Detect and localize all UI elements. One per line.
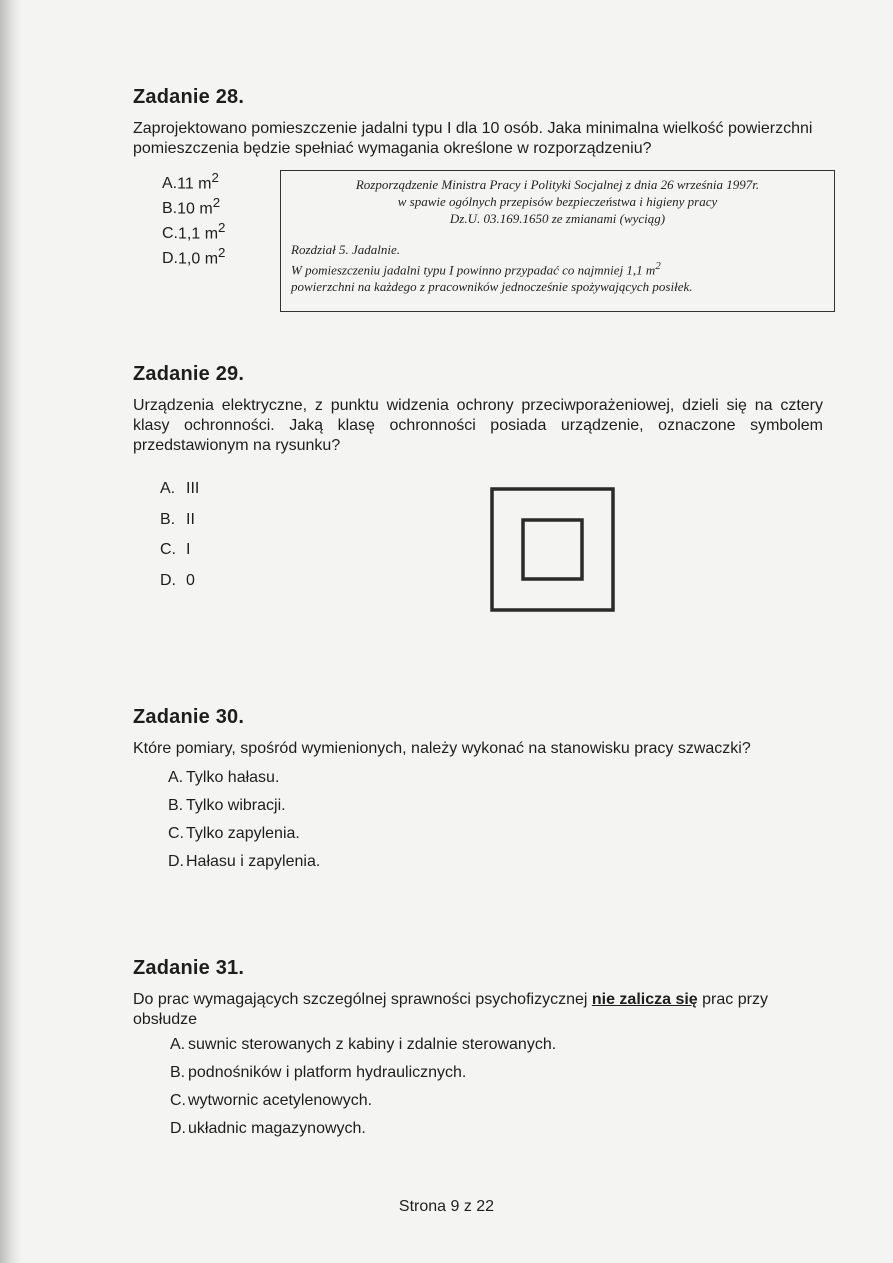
option-value: układnic magazynowych. — [188, 1120, 366, 1137]
page-edge-shadow — [0, 0, 22, 1263]
task-question: Zaprojektowano pomieszczenie jadalni typu I dla 10 osób. Jaka minimalna wielkość powierzchni pomieszczenia będzie spełniać wymagania określone w rozporządzeniu? — [133, 120, 813, 157]
option-value: wytwornic acetylenowych. — [188, 1092, 373, 1109]
task-31 — [133, 957, 823, 1030]
task-title: Zadanie 28. — [133, 86, 245, 108]
option-value: I — [186, 541, 191, 558]
option-letter: C. — [170, 1092, 186, 1109]
task-28 — [133, 86, 823, 159]
option-c[interactable] — [162, 220, 225, 245]
option-value: Tylko zapylenia. — [186, 825, 300, 842]
option-value: 1,0 m — [178, 250, 219, 268]
page-number: Strona 9 z 22 — [398, 1198, 495, 1215]
answer-options — [168, 769, 320, 881]
option-letter: A. — [160, 480, 176, 497]
option-letter: A. — [170, 1036, 186, 1053]
option-letter: B. — [168, 797, 184, 814]
answer-options — [160, 480, 199, 602]
option-letter: C. — [168, 825, 184, 842]
option-value: podnośników i platform hydraulicznych. — [188, 1064, 467, 1081]
task-question — [133, 990, 823, 1030]
option-c[interactable] — [160, 541, 199, 572]
option-d[interactable] — [168, 853, 320, 881]
option-value: 1,1 m — [178, 225, 219, 243]
task-question: Urządzenia elektryczne, z punktu widzenia ochrony przeciwporażeniowej, dzieli się na cztery klasy ochronności. Jaką klasę ochronności posiada urządzenie, oznaczone symbolem przedstawionym na rysunku? — [133, 397, 823, 454]
regulation-text-line2: powierzchni na każdego z pracowników jednocześnie spożywających posiłek. — [291, 279, 693, 295]
option-letter: C. — [162, 225, 178, 243]
option-value: Tylko wibracji. — [186, 797, 286, 814]
option-superscript: 2 — [212, 195, 221, 210]
option-value: 10 m — [177, 200, 213, 218]
task-title: Zadanie 31. — [133, 957, 245, 979]
option-c[interactable] — [168, 825, 320, 853]
task-29 — [133, 363, 823, 456]
option-d[interactable] — [162, 245, 225, 270]
option-value: 11 m — [177, 175, 212, 193]
option-value: 0 — [186, 571, 195, 589]
option-letter: D. — [168, 853, 184, 870]
option-b[interactable] — [160, 511, 199, 542]
regulation-chapter: Rozdział 5. Jadalnie. — [291, 242, 401, 257]
regulation-subtitle: w spawie ogólnych przepisów bezpieczeństwa i higieny pracy — [397, 194, 718, 209]
protection-class-ii-symbol-icon — [490, 487, 615, 612]
regulation-title: Rozporządzenie Ministra Pracy i Polityki Socjalnej z dnia 26 września 1997r. — [355, 177, 760, 192]
answer-options — [162, 170, 225, 270]
option-value: Hałasu i zapylenia. — [186, 853, 321, 870]
regulation-text-line1 — [291, 258, 824, 278]
option-value: III — [186, 480, 200, 497]
option-c[interactable] — [170, 1092, 556, 1120]
option-letter: D. — [162, 250, 178, 268]
task-title: Zadanie 29. — [133, 363, 245, 385]
option-d[interactable] — [160, 572, 199, 603]
option-letter: B. — [170, 1064, 186, 1081]
option-superscript: 2 — [218, 220, 226, 235]
regulation-text: W pomieszczeniu jadalni typu I powinno przypadać co najmniej 1,1 m — [291, 262, 656, 278]
option-superscript: 2 — [211, 170, 219, 185]
option-a[interactable] — [170, 1036, 556, 1064]
option-d[interactable] — [170, 1120, 556, 1148]
regulation-reference: Dz.U. 03.169.1650 ze zmianami (wyciąg) — [449, 211, 666, 226]
option-b[interactable] — [162, 195, 225, 220]
option-letter: C. — [160, 541, 176, 558]
option-letter: B. — [160, 510, 176, 528]
option-letter: A. — [162, 175, 178, 193]
option-a[interactable] — [162, 170, 225, 195]
option-a[interactable] — [160, 480, 199, 511]
option-b[interactable] — [168, 797, 320, 825]
regulation-excerpt-box — [280, 170, 835, 312]
question-text: Do prac wymagających szczególnej sprawności psychofizycznej — [133, 991, 592, 1008]
task-title: Zadanie 30. — [133, 706, 245, 728]
option-letter: D. — [160, 571, 176, 589]
regulation-superscript: 2 — [655, 260, 661, 272]
question-text: prac przy obsłudze — [133, 991, 768, 1028]
task-question: Które pomiary, spośród wymienionych, należy wykonać na stanowisku pracy szwaczki? — [133, 740, 751, 757]
task-30 — [133, 706, 823, 759]
option-value: suwnic sterowanych z kabiny i zdalnie sterowanych. — [188, 1036, 557, 1053]
option-b[interactable] — [170, 1064, 556, 1092]
option-value: II — [186, 510, 195, 528]
option-a[interactable] — [168, 769, 320, 797]
option-value: Tylko hałasu. — [186, 769, 280, 786]
option-letter: A. — [168, 769, 184, 786]
question-emphasis: nie zalicza się — [591, 991, 698, 1008]
answer-options — [170, 1036, 556, 1148]
option-letter: B. — [162, 200, 178, 218]
option-letter: D. — [170, 1120, 186, 1137]
option-superscript: 2 — [218, 245, 226, 260]
